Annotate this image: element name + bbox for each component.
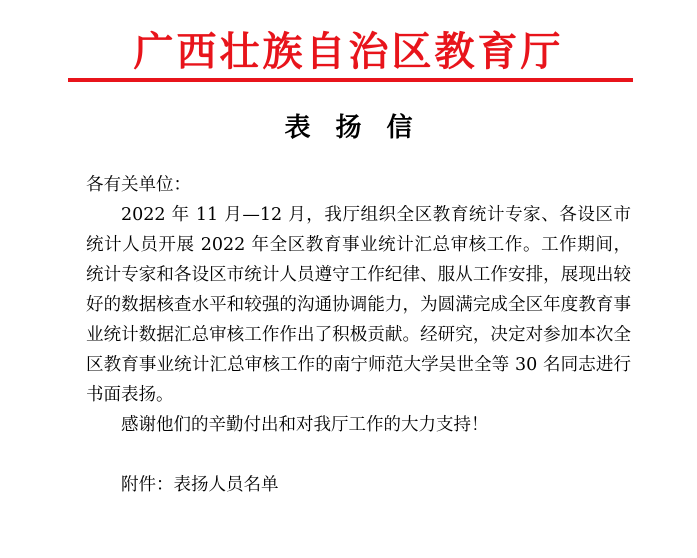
letterhead-red-rule [68,78,633,82]
attachment-label: 附件： [121,475,174,495]
main-paragraph: 2022 年 11 月—12 月，我厅组织全区教育统计专家、各设区市统计人员开展 2022 年全区教育事业统计汇总审核工作。工作期间，统计专家和各设区市统计人员遵守工作纪律、服从工作安排，展现出较好的数据核查水平和较强的沟通协调能力，为圆满完成全区年度教育事业统计数据汇总审核工作作出了积极贡献。经研究，决定对参加本次全区教育事业统计汇总审核工作的南宁师范大学吴世全等 30 名同志进行书面表扬。 [86,205,631,405]
salutation: 各有关单位： [86,175,191,195]
letterhead-title: 广西壮族自治区教育厅 [133,28,564,75]
document-title: 表 扬 信 [284,113,413,143]
thanks-paragraph: 感谢他们的辛勤付出和对我厅工作的大力支持！ [121,415,489,435]
attachment-text: 表扬人员名单 [173,475,279,495]
blank-line [86,440,631,470]
attachment-line [86,470,631,500]
document-body [86,170,631,500]
